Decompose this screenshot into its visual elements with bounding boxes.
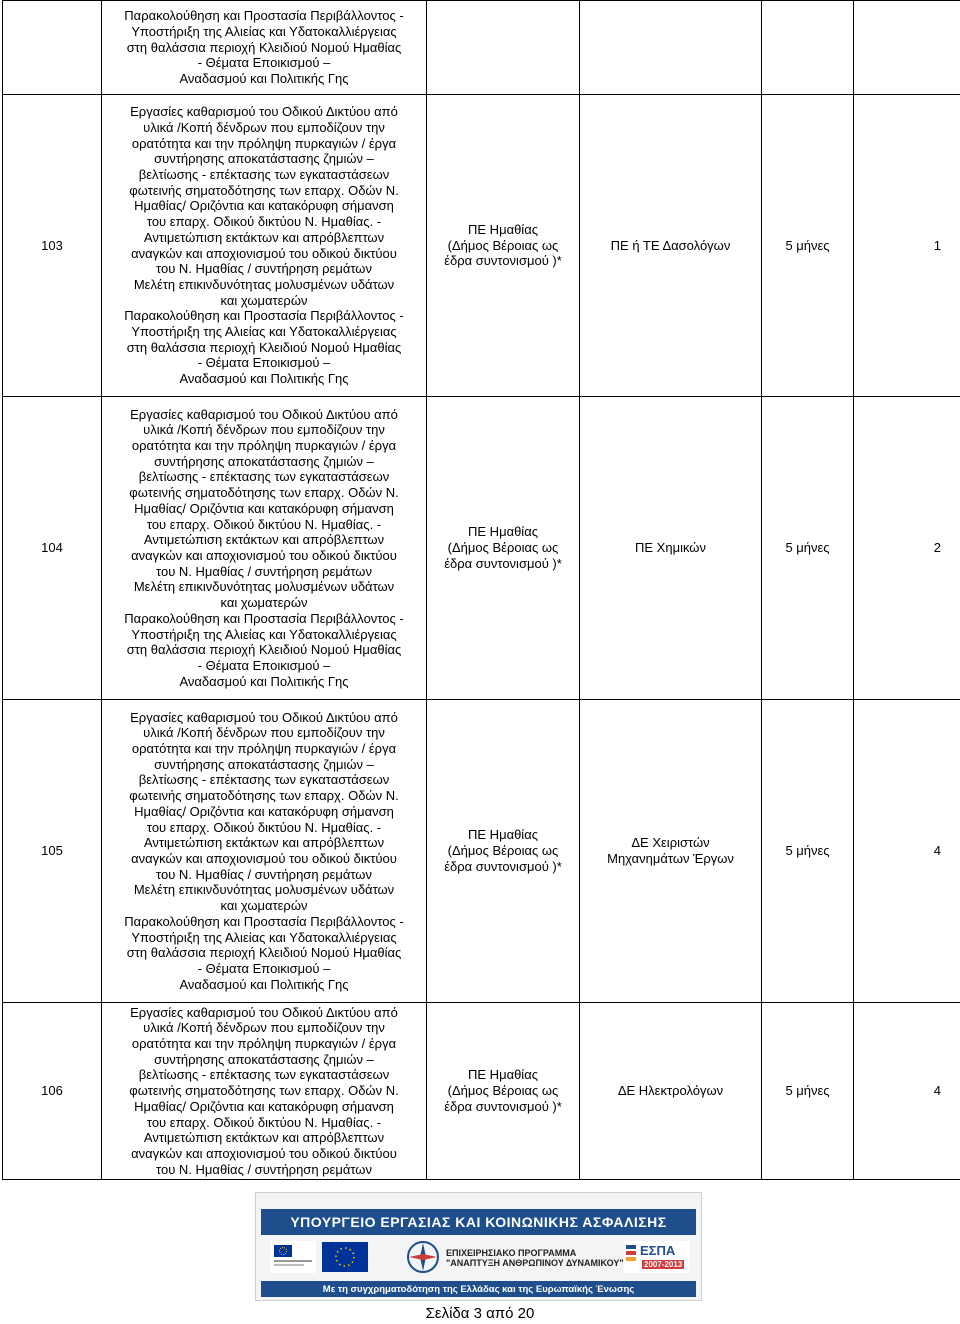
description-line: στη θαλάσσια περιοχή Κλειδιού Νομού Ημαθίας: [126, 945, 402, 961]
row-description: [102, 1003, 427, 1180]
row-location: [427, 1, 580, 95]
description-line: Μελέτη επικινδυνότητας μολυσμένων υδάτων: [133, 579, 395, 595]
row-count: 2: [854, 397, 960, 700]
programme-name: "ΑΝΑΠΤΥΞΗ ΑΝΘΡΩΠΙΝΟΥ ΔΥΝΑΜΙΚΟΥ": [446, 1258, 624, 1268]
description-line: του επαρχ. Οδικού δικτύου Ν. Ημαθίας. -: [146, 516, 382, 532]
specialty-line: ΠΕ ή ΤΕ Δασολόγων: [610, 237, 731, 253]
description-line: Ημαθίας/ Οριζόντια και κατακόρυφη σήμανση: [134, 1098, 394, 1114]
description-line: του Ν. Ημαθίας / συντήρηση ρεμάτων: [156, 1161, 372, 1177]
description-line: Μελέτη επικινδυνότητας μολυσμένων υδάτων: [133, 882, 395, 898]
description-line: στη θαλάσσια περιοχή Κλειδιού Νομού Ημαθίας: [126, 642, 402, 658]
description-line: του Ν. Ημαθίας / συντήρηση ρεμάτων: [156, 563, 372, 579]
description-line: Αναδασμού και Πολιτικής Γης: [179, 673, 349, 689]
description-line: Αναδασμού και Πολιτικής Γης: [179, 71, 349, 87]
description-line: συντήρησης αποκατάστασης ζημιών –: [154, 756, 374, 772]
location-line: (Δήμος Βέροιας ως: [447, 1083, 559, 1099]
description-line: Αντιμετώπιση εκτάκτων και απρόβλεπτων: [143, 532, 385, 548]
description-line: Αντιμετώπιση εκτάκτων και απρόβλεπτων: [143, 229, 385, 245]
specialty-line: Μηχανημάτων Έργων: [607, 851, 734, 866]
table-row: [3, 1, 960, 95]
description-line: Ημαθίας/ Οριζόντια και κατακόρυφη σήμανση: [134, 500, 394, 516]
location-line: έδρα συντονισμού )*: [444, 555, 562, 571]
description-line: του Ν. Ημαθίας / συντήρηση ρεμάτων: [156, 866, 372, 882]
row-description: [102, 700, 427, 1003]
description-line: αναγκών και αποχιονισμού του οδικού δικτύου: [131, 851, 397, 866]
page-number: Σελίδα 3 από 20: [425, 1305, 535, 1322]
location-line: (Δήμος Βέροιας ως: [447, 843, 559, 859]
row-count: 4: [854, 700, 960, 1003]
specialty-line: ΔΕ Χειριστών: [631, 835, 710, 851]
row-location: [427, 95, 580, 397]
row-count: [854, 1, 960, 95]
description-line: συντήρησης αποκατάστασης ζημιών –: [154, 151, 374, 167]
description-line: συντήρησης αποκατάστασης ζημιών –: [154, 453, 374, 469]
description-line: - Θέματα Εποικισμού –: [197, 55, 331, 71]
description-line: ορατότητα και την πρόληψη πυρκαγιών / έργα: [131, 135, 397, 151]
cofinancing-note: Με τη συγχρηματοδότηση της Ελλάδας και της Ευρωπαϊκής Ένωσης: [261, 1281, 696, 1297]
description-line: Αντιμετώπιση εκτάκτων και απρόβλεπτων: [143, 835, 385, 851]
positions-table: [2, 0, 960, 1180]
location-line: (Δήμος Βέροιας ως: [447, 237, 559, 253]
row-number: 103: [3, 95, 102, 397]
row-duration: [762, 1, 854, 95]
description-line: του Ν. Ημαθίας / συντήρηση ρεμάτων: [156, 261, 372, 277]
description-line: υλικά /Κοπή δένδρων που εμποδίζουν την: [143, 725, 385, 741]
description-line: ορατότητα και την πρόληψη πυρκαγιών / έργα: [131, 741, 397, 757]
row-description: [102, 397, 427, 700]
description-line: Αναδασμού και Πολιτικής Γης: [179, 371, 349, 387]
description-line: και χωματερών: [220, 898, 308, 914]
row-duration: 5 μήνες: [762, 95, 854, 397]
table-row: [3, 1003, 960, 1180]
row-description: [102, 1, 427, 95]
description-line: Αντιμετώπιση εκτάκτων και απρόβλεπτων: [143, 1130, 385, 1146]
description-line: βελτίωσης - επέκτασης των εγκαταστάσεων: [138, 772, 390, 788]
location-line: έδρα συντονισμού )*: [444, 253, 562, 269]
table-row: [3, 95, 960, 397]
location-line: έδρα συντονισμού )*: [444, 1098, 562, 1114]
description-line: και χωματερών: [220, 595, 308, 611]
description-line: Ημαθίας/ Οριζόντια και κατακόρυφη σήμανση: [134, 803, 394, 819]
row-duration: 5 μήνες: [762, 1003, 854, 1180]
espa-logo: [624, 1241, 690, 1273]
description-line: - Θέματα Εποικισμού –: [197, 355, 331, 371]
description-line: Παρακολούθηση και Προστασία Περιβάλλοντος -: [124, 610, 404, 626]
row-number: 106: [3, 1003, 102, 1180]
description-line: υλικά /Κοπή δένδρων που εμποδίζουν την: [143, 1020, 385, 1036]
row-location: [427, 1003, 580, 1180]
row-number: [3, 1, 102, 95]
description-line: φωτεινής σηματοδότησης των επαρχ. Οδών Ν.: [129, 788, 399, 804]
description-line: αναγκών και αποχιονισμού του οδικού δικτύου: [131, 245, 397, 261]
description-line: στη θαλάσσια περιοχή Κλειδιού Νομού Ημαθίας: [126, 39, 402, 55]
specialty-line: ΔΕ Ηλεκτρολόγων: [617, 1083, 724, 1099]
description-line: υλικά /Κοπή δένδρων που εμποδίζουν την: [143, 119, 385, 135]
description-line: αναγκών και αποχιονισμού του οδικού δικτύου: [131, 548, 397, 563]
row-location: [427, 397, 580, 700]
row-number: 105: [3, 700, 102, 1003]
description-line: Ημαθίας/ Οριζόντια και κατακόρυφη σήμανση: [134, 198, 394, 214]
row-number: 104: [3, 397, 102, 700]
description-line: Υποστήριξη της Αλιείας και Υδατοκαλλιέργειας: [131, 626, 397, 642]
row-duration: 5 μήνες: [762, 700, 854, 1003]
programme-line: ΕΠΙΧΕΙΡΗΣΙΑΚΟ ΠΡΟΓΡΑΜΜΑ: [446, 1248, 577, 1258]
row-location: [427, 700, 580, 1003]
location-line: ΠΕ Ημαθίας: [468, 524, 538, 540]
espa-text: ΕΣΠΑ: [640, 1243, 676, 1258]
description-line: του επαρχ. Οδικού δικτύου Ν. Ημαθίας. -: [146, 214, 382, 230]
description-line: συντήρησης αποκατάστασης ζημιών –: [154, 1051, 374, 1067]
row-specialty: [580, 397, 762, 700]
row-count: 4: [854, 1003, 960, 1180]
location-line: ΠΕ Ημαθίας: [468, 827, 538, 843]
description-line: Εργασίες καθαρισμού του Οδικού Δικτύου από: [130, 104, 398, 120]
description-line: φωτεινής σηματοδότησης των επαρχ. Οδών Ν.: [129, 1083, 399, 1099]
table-row: [3, 397, 960, 700]
description-line: ορατότητα και την πρόληψη πυρκαγιών / έργα: [131, 438, 397, 454]
ministry-title: ΥΠΟΥΡΓΕΙΟ ΕΡΓΑΣΙΑΣ ΚΑΙ ΚΟΙΝΩΝΙΚΗΣ ΑΣΦΑΛΙΣΗΣ: [261, 1209, 696, 1235]
location-line: (Δήμος Βέροιας ως: [447, 540, 559, 556]
location-line: ΠΕ Ημαθίας: [468, 1067, 538, 1083]
description-line: φωτεινής σηματοδότησης των επαρχ. Οδών Ν.: [129, 485, 399, 501]
table-row: [3, 700, 960, 1003]
description-line: φωτεινής σηματοδότησης των επαρχ. Οδών Ν.: [129, 182, 399, 198]
description-line: Παρακολούθηση και Προστασία Περιβάλλοντος -: [124, 913, 404, 929]
description-line: - Θέματα Εποικισμού –: [197, 960, 331, 976]
description-line: Εργασίες καθαρισμού του Οδικού Δικτύου από: [130, 1004, 398, 1020]
description-line: και χωματερών: [220, 292, 308, 308]
description-line: Υποστήριξη της Αλιείας και Υδατοκαλλιέργειας: [131, 324, 397, 340]
row-count: 1: [854, 95, 960, 397]
row-specialty: [580, 95, 762, 397]
description-line: αναγκών και αποχιονισμού του οδικού δικτύου: [131, 1145, 397, 1161]
description-line: Μελέτη επικινδυνότητας μολυσμένων υδάτων: [133, 276, 395, 292]
eu-flag-icon: [322, 1242, 368, 1272]
specialty-line: ΠΕ Χημικών: [635, 540, 706, 556]
description-line: βελτίωσης - επέκτασης των εγκαταστάσεων: [138, 469, 390, 485]
row-description: [102, 95, 427, 397]
description-line: Αναδασμού και Πολιτικής Γης: [179, 976, 349, 992]
row-duration: 5 μήνες: [762, 397, 854, 700]
espa-years: 2007-2013: [644, 1260, 683, 1269]
row-specialty: [580, 1, 762, 95]
description-line: Εργασίες καθαρισμού του Οδικού Δικτύου από: [130, 406, 398, 422]
description-line: Εργασίες καθαρισμού του Οδικού Δικτύου από: [130, 709, 398, 725]
description-line: ορατότητα και την πρόληψη πυρκαγιών / έργα: [131, 1036, 397, 1052]
cofinancing-banner: [255, 1192, 702, 1301]
location-line: ΠΕ Ημαθίας: [468, 221, 538, 237]
description-line: στη θαλάσσια περιοχή Κλειδιού Νομού Ημαθίας: [126, 339, 402, 355]
description-line: Παρακολούθηση και Προστασία Περιβάλλοντος -: [124, 308, 404, 324]
description-line: Υποστήριξη της Αλιείας και Υδατοκαλλιέργειας: [131, 929, 397, 945]
location-line: έδρα συντονισμού )*: [444, 858, 562, 874]
description-line: Παρακολούθηση και Προστασία Περιβάλλοντος -: [124, 8, 404, 24]
operational-programme-label: [446, 1248, 624, 1268]
compass-logo-icon: [406, 1240, 440, 1274]
row-specialty: [580, 700, 762, 1003]
description-line: του επαρχ. Οδικού δικτύου Ν. Ημαθίας. -: [146, 1114, 382, 1130]
eu-social-fund-logo: [270, 1241, 316, 1273]
positions-table-body: [3, 1, 960, 1180]
description-line: του επαρχ. Οδικού δικτύου Ν. Ημαθίας. -: [146, 819, 382, 835]
description-line: βελτίωσης - επέκτασης των εγκαταστάσεων: [138, 1067, 390, 1083]
row-specialty: [580, 1003, 762, 1180]
description-line: Υποστήριξη της Αλιείας και Υδατοκαλλιέργειας: [131, 23, 397, 39]
description-line: βελτίωσης - επέκτασης των εγκαταστάσεων: [138, 166, 390, 182]
description-line: υλικά /Κοπή δένδρων που εμποδίζουν την: [143, 422, 385, 438]
description-line: - Θέματα Εποικισμού –: [197, 657, 331, 673]
